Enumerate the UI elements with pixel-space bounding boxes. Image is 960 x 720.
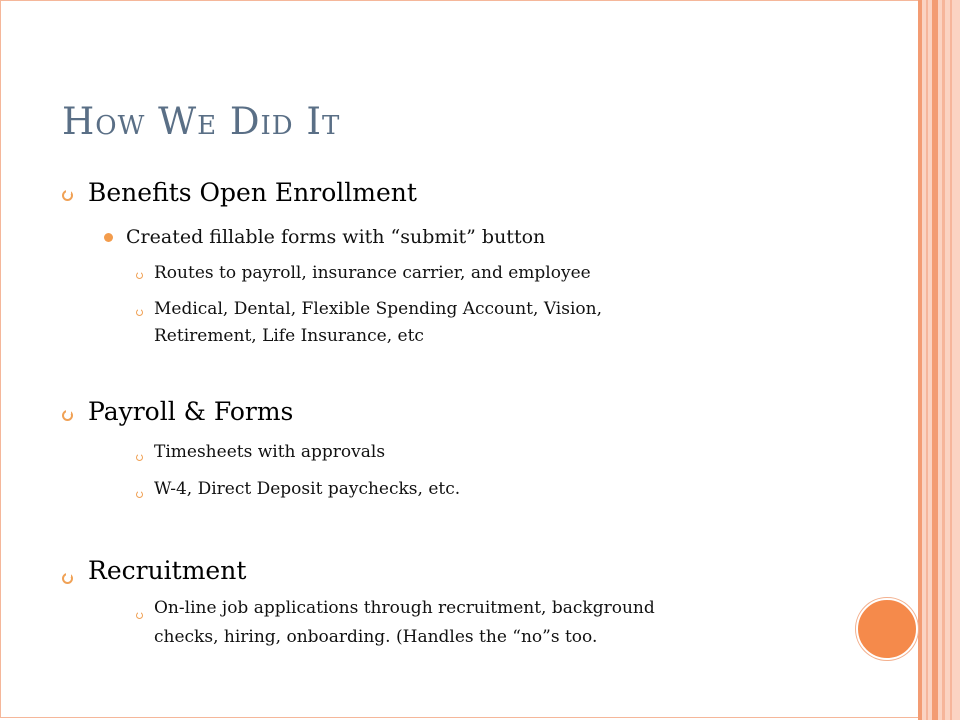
sub-bullet-fillable-forms: Created fillable forms with “submit” button xyxy=(126,226,546,248)
section-heading-benefits: Benefits Open Enrollment xyxy=(88,178,417,207)
item-online-applications: On-line job applications through recruitment, background xyxy=(154,598,655,618)
bullet-icon xyxy=(62,190,73,201)
bullet-icon xyxy=(136,309,143,316)
item-routes: Routes to payroll, insurance carrier, and employee xyxy=(154,263,591,283)
item-medical: Medical, Dental, Flexible Spending Account, Vision, xyxy=(154,299,602,319)
section-heading-payroll: Payroll & Forms xyxy=(88,397,294,426)
item-medical-cont: Retirement, Life Insurance, etc xyxy=(154,326,424,346)
bullet-icon xyxy=(104,233,113,242)
bullet-icon xyxy=(136,491,143,498)
bullet-icon xyxy=(62,573,73,584)
item-w4: W-4, Direct Deposit paychecks, etc. xyxy=(154,479,461,499)
decorative-stripes xyxy=(918,0,960,720)
bullet-icon xyxy=(136,272,143,279)
stripe xyxy=(932,0,938,720)
bullet-icon xyxy=(136,454,143,461)
bullet-icon xyxy=(136,612,143,619)
stripe xyxy=(950,0,952,720)
slide-title: How We Did It xyxy=(62,100,341,143)
stripe xyxy=(942,0,945,720)
item-online-applications-cont: checks, hiring, onboarding. (Handles the “no”s too. xyxy=(154,627,598,647)
stripe xyxy=(926,0,928,720)
decorative-circle xyxy=(856,598,918,660)
bullet-icon xyxy=(62,410,73,421)
stripe xyxy=(918,0,922,720)
section-heading-recruitment: Recruitment xyxy=(88,556,247,585)
item-timesheets: Timesheets with approvals xyxy=(154,442,386,462)
